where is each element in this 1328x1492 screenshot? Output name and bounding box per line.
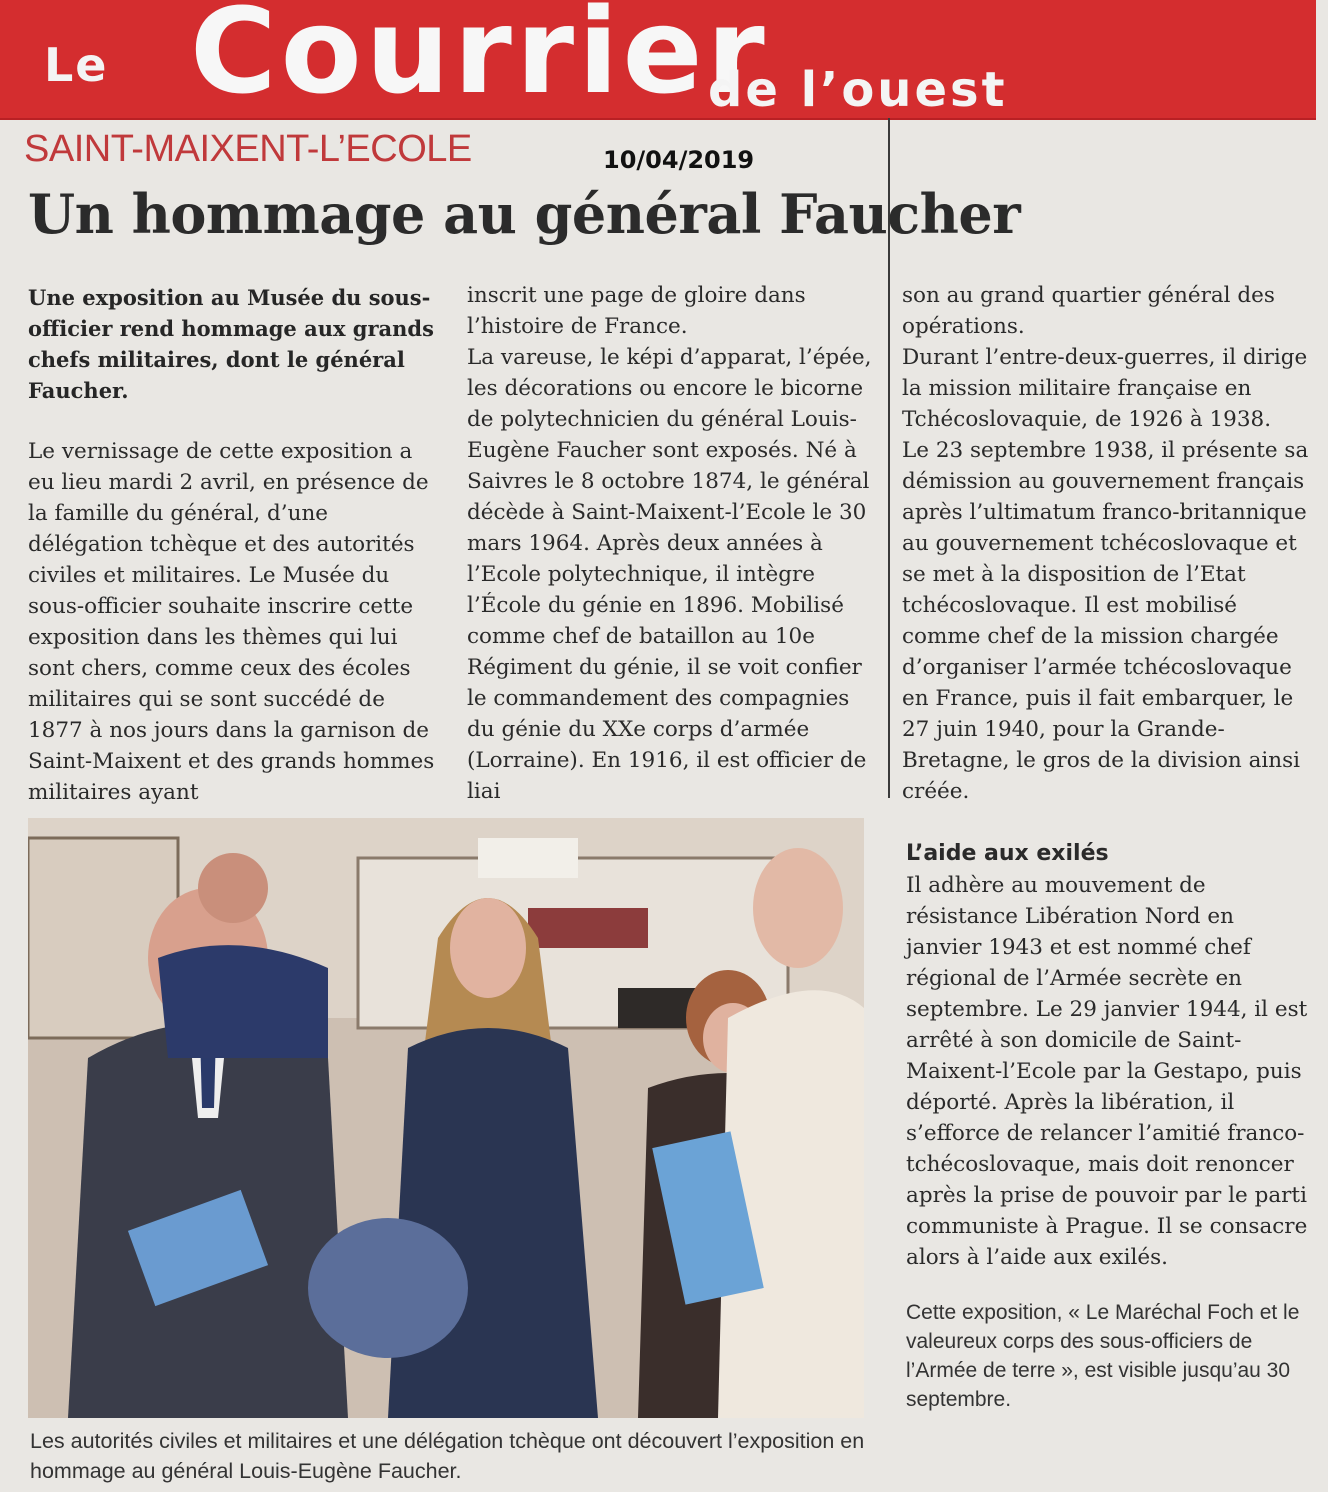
body-paragraph-6: Le 23 septembre 1938, il présente sa démission au gouvernement français après l’ultimatum franco-britannique au gouvernement tchécoslovaque et se met à la disposition de l’Etat tchécoslovaque. Il est mobilisé comme chef de la mission chargée d’organiser l’armée tchécoslovaque en France, puis il fait embarquer, le 27 juin 1940, pour la Grande-Bretagne, le gros de la division ainsi créée. xyxy=(902,438,1309,804)
masthead-le: Le xyxy=(44,38,109,92)
section-subhead: L’aide aux exilés xyxy=(906,841,1109,866)
masthead-banner xyxy=(0,0,1316,120)
column-4 xyxy=(906,838,1316,1273)
body-paragraph-1: Le vernissage de cette exposition a eu lieu mardi 2 avril, en présence de la famille du général, d’une délégation tchèque et des autorités civiles et militaires. Le Musée du sous-officier souhaite inscrire cette exposition dans les thèmes qui lui sont chers, comme ceux des écoles militaires qui se sont succédé de 1877 à nos jours dans la garnison de Saint-Maixent et des grands hommes militaires ayant xyxy=(28,439,435,805)
body-paragraph-2: inscrit une page de gloire dans l’histoire de France. xyxy=(467,283,806,339)
body-paragraph-5: Durant l’entre-deux-guerres, il dirige la mission militaire française en Tchécoslovaquie, de 1926 à 1938. xyxy=(902,345,1308,432)
article-photo xyxy=(28,818,864,1418)
column-1 xyxy=(28,282,440,808)
article-date: 10/04/2019 xyxy=(603,146,755,174)
section-rubric: SAINT-MAIXENT-L’ECOLE xyxy=(24,128,472,170)
masthead-courrier: Courrier xyxy=(190,0,769,120)
column-2 xyxy=(467,280,879,807)
body-paragraph-3: La vareuse, le képi d’apparat, l’épée, les décorations ou encore le bicorne de polytechnicien du général Louis-Eugène Faucher sont exposés. Né à Saivres le 8 octobre 1874, le général décède à Saint-Maixent-l’Ecole le 30 mars 1964. Après deux années à l’Ecole polytechnique, il intègre l’École du génie en 1896. Mobilisé comme chef de bataillon au 10e Régiment du génie, il se voit confier le commandement des compagnies du génie du XXe corps d’armée (Lorraine). En 1916, il est officier de liai xyxy=(467,345,872,804)
article-headline: Un hommage au général Faucher xyxy=(28,182,1021,246)
photo-illustration xyxy=(28,818,864,1418)
body-paragraph-7: Il adhère au mouvement de résistance Libération Nord en janvier 1943 et est nommé chef régional de l’Armée secrète en septembre. Le 29 janvier 1944, il est arrêté à son domicile de Saint-Maixent-l’Ecole par la Gestapo, puis déporté. Après la libération, il s’efforce de relancer l’amitié franco-tchécoslovaque, mais doit renoncer après la prise de pouvoir par le parti communiste à Prague. Il se consacre alors à l’aide aux exilés. xyxy=(906,873,1308,1270)
column-3 xyxy=(902,280,1314,807)
exhibition-footnote: Cette exposition, « Le Maréchal Foch et le valeureux corps des sous-officiers de l’Armée de terre », est visible jusqu’au 30 septembre. xyxy=(906,1301,1300,1411)
article-lead: Une exposition au Musée du sous-officier rend hommage aux grands chefs militaires, dont le général Faucher. xyxy=(28,285,434,403)
masthead-ouest: de l’ouest xyxy=(708,62,1008,118)
photo-caption: Les autorités civiles et militaires et une délégation tchèque ont découvert l’exposition en hommage au général Louis-Eugène Faucher. xyxy=(30,1429,865,1483)
body-paragraph-4: son au grand quartier général des opérations. xyxy=(902,283,1275,339)
